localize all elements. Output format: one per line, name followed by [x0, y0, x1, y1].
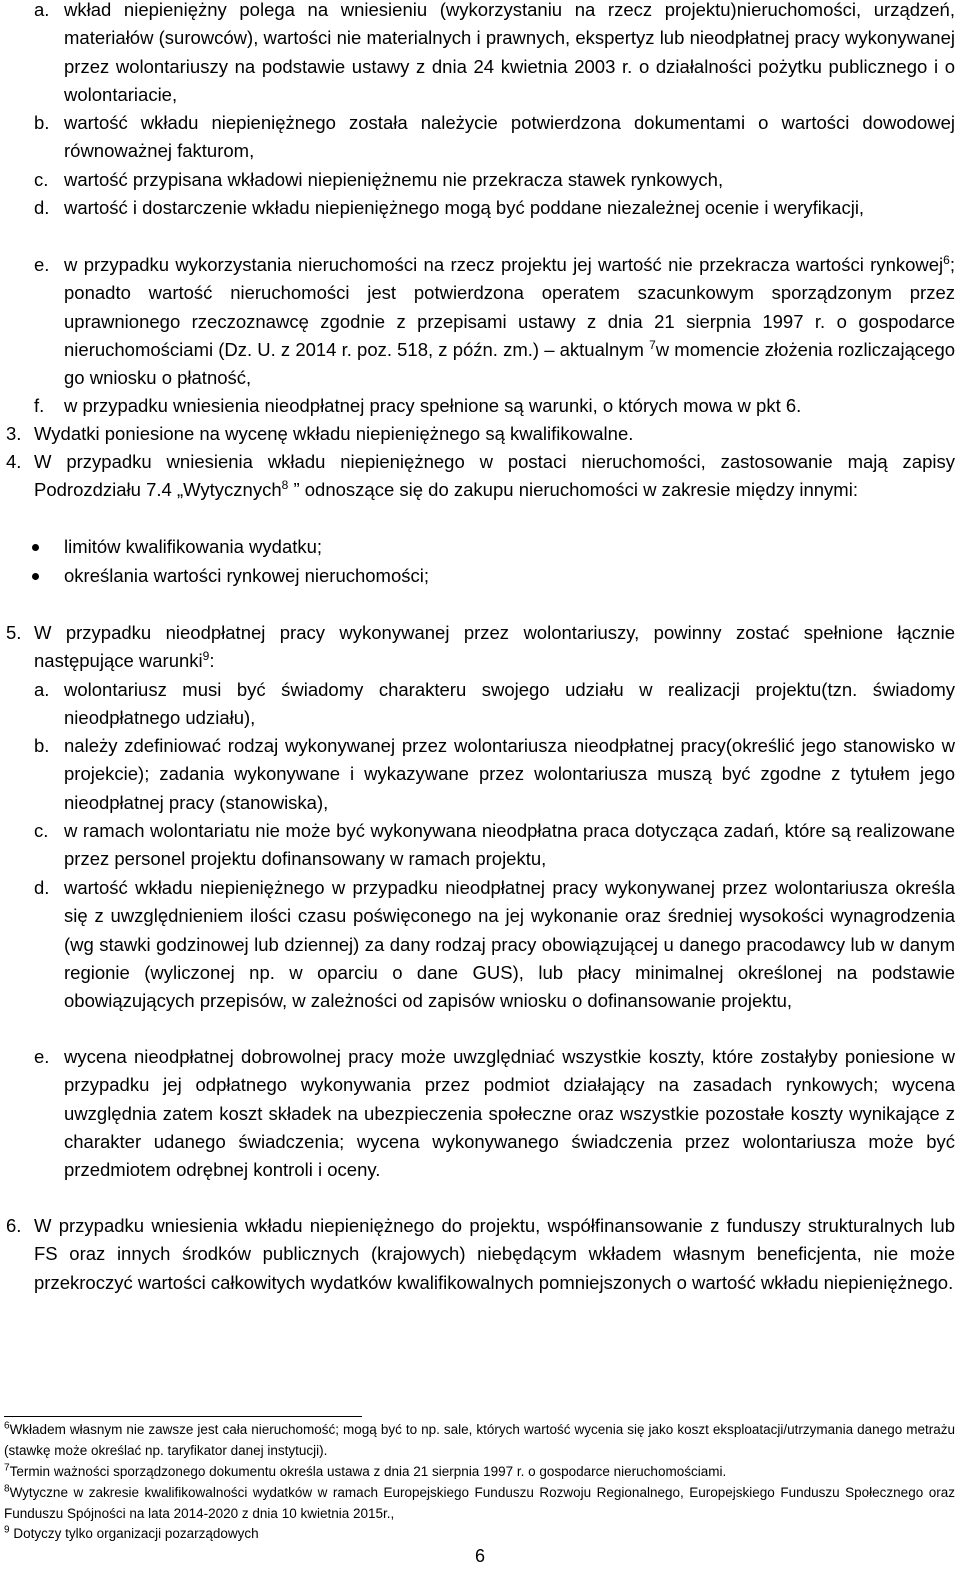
- list-item-3: [6, 420, 955, 448]
- bullet-item: [64, 562, 955, 590]
- list-marker: b.: [34, 112, 50, 133]
- list-marker: f.: [34, 395, 45, 416]
- text-segment: ; ponadto wartość nieruchomości jest potwierdzona operatem szacunkowym sporządzonym przez uprawnionego rzeczoznawcę zgodnie z przepisami ustawy z dnia 21 sierpnia 1997 r. o gospodarce nieruchomościami (Dz. U. z 2014 r. poz. 518, z późn. zm.) – aktualnym: [64, 254, 955, 360]
- footnote-text: Dotyczy tylko organizacji pozarządowych: [9, 1526, 259, 1541]
- list-item-text: wycena nieodpłatnej dobrowolnej pracy może uwzględniać wszystkie koszty, które zostałyby poniesione w przypadku jej odpłatnego wykonywania przez podmiot działający na zasadach rynkowych; wycena uwzględnia zatem koszt składek na ubezpieczenia społeczne oraz wszystkie pozostałe koszty wynikające z charakter udanego świadczenia; wycena wykonywanego świadczenia przez wolontariusza może być przedmiotem odrębnej kontroli i oceny.: [64, 1046, 955, 1181]
- bullet-icon: [32, 544, 39, 551]
- list-marker: a.: [34, 0, 50, 20]
- list-item-text: wartość wkładu niepieniężnego w przypadku nieodpłatnej pracy wykonywanej przez wolontariusza określa się z uwzględnieniem ilości czasu poświęconego na jej wykonanie oraz średniej wysokości wynagrodzenia (wg stawki godzinowej lub dziennej) za dany rodzaj pracy obowiązującej u danego pracodawcy lub w danym regionie (wyliczonej np. w oparciu o dane GUS), lub płacy minimalnej określonej na podstawie obowiązujących przepisów, w zależności od zapisów wniosku o dofinansowanie projektu,: [64, 877, 955, 1012]
- footnote-ref-6: 6: [943, 252, 950, 267]
- list-marker: 4.: [6, 451, 22, 472]
- text-segment: W przypadku nieodpłatnej pracy wykonywanej przez wolontariuszy, powinny zostać spełnione łącznie następujące warunki: [34, 622, 955, 672]
- list-marker: c.: [34, 169, 49, 190]
- footnote-text: Wytyczne w zakresie kwalifikowalności wydatków w ramach Europejskiego Funduszu Rozwoju Regionalnego, Europejskiego Funduszu Społecznego oraz Funduszu Spójności na lata 2014-2020 z dnia 10 kwietnia 2015r.,: [4, 1485, 955, 1521]
- list-item-text: w ramach wolontariatu nie może być wykonywana nieodpłatna praca dotycząca zadań, które są realizowane przez personel projektu dofinansowany w ramach projektu,: [64, 820, 955, 870]
- page-number: 6: [474, 1546, 485, 1566]
- list-item-text: wolontariusz musi być świadomy charakteru swojego udziału w realizacji projektu(tzn. świadomy nieodpłatnego udziału),: [64, 679, 955, 729]
- footnote-number: 7: [4, 1462, 10, 1474]
- footnote-ref-9: 9: [202, 649, 210, 664]
- text-segment: w momencie złożenia rozliczającego go wniosku o płatność,: [64, 338, 956, 389]
- footnote-number: 6: [4, 1420, 10, 1432]
- list-item-d: [34, 874, 955, 1015]
- list-item-c: [34, 817, 955, 874]
- list-item-f: [34, 392, 955, 420]
- footnote-ref-7: 7: [649, 337, 656, 352]
- text-segment: ” odnoszące się do zakupu nieruchomości w zakresie między innymi:: [288, 479, 858, 501]
- list-marker: e.: [34, 1046, 50, 1067]
- list-marker: 6.: [6, 1215, 22, 1236]
- footnote-number: 8: [4, 1483, 10, 1495]
- list-item-6: [6, 1212, 955, 1297]
- list-item-e: [34, 251, 956, 392]
- list-item-text: [64, 251, 955, 392]
- list-item-text: [34, 619, 955, 676]
- list-item-text: Wydatki poniesione na wycenę wkładu niepieniężnego są kwalifikowalne.: [34, 423, 634, 444]
- list-marker: d.: [34, 197, 50, 218]
- list-item-b: [34, 732, 955, 817]
- footnote-8: [4, 1483, 955, 1524]
- bullet-item: [64, 533, 955, 561]
- list-item-text: wartość i dostarczenie wkładu niepieniężnego mogą być poddane niezależnej ocenie i weryfikacji,: [64, 197, 865, 218]
- footnote-7: [4, 1462, 955, 1483]
- list-item-text: w przypadku wniesienia nieodpłatnej pracy spełnione są warunki, o których mowa w pkt 6.: [64, 395, 802, 416]
- list-marker: b.: [34, 735, 50, 756]
- footnote-number: 9: [4, 1524, 10, 1536]
- list-marker: d.: [34, 877, 50, 898]
- list-item-5: [6, 619, 955, 676]
- list-item-text: wkład niepieniężny polega na wniesieniu (wykorzystaniu na rzecz projektu)nieruchomości, urządzeń, materiałów (surowców), wartości nie materialnych i prawnych, ekspertyz lub nieodpłatnej pracy wykonywanej przez wolontariuszy na podstawie ustawy z dnia 24 kwietnia 2003 r. o działalności pożytku publicznego i o wolontariacie,: [64, 0, 955, 105]
- list-item-text: należy zdefiniować rodzaj wykonywanej przez wolontariusza nieodpłatnej pracy(określić jego stanowisko w projekcie); zadania wykonywane i wykazywane przez wolontariusza muszą być zgodne z tytułem jego nieodpłatnej pracy (stanowiska),: [64, 735, 955, 813]
- text-segment: :: [209, 650, 215, 672]
- list-marker: 5.: [6, 622, 22, 643]
- text-segment: w przypadku wykorzystania nieruchomości na rzecz projektu jej wartość nie przekracza wartości rynkowej: [64, 254, 944, 275]
- list-marker: 3.: [6, 423, 22, 444]
- list-item-text: W przypadku wniesienia wkładu niepieniężnego do projektu, współfinansowanie z funduszy strukturalnych lub FS oraz innych środków publicznych (krajowych) niebędącym wkładem własnym beneficjenta, nie może przekroczyć wartości całkowitych wydatków kwalifikowalnych pomniejszonych o wartość wkładu niepieniężnego.: [34, 1215, 955, 1293]
- text-segment: W przypadku wniesienia wkładu niepieniężnego w postaci nieruchomości, zastosowanie mają zapisy Podrozdziału 7.4 „Wytycznych: [34, 451, 955, 501]
- list-marker: a.: [34, 679, 50, 700]
- list-item-b: [34, 109, 955, 166]
- footnote-text: Termin ważności sporządzonego dokumentu określa ustawa z dnia 21 sierpnia 1997 r. o gospodarce nieruchomościami.: [9, 1464, 727, 1479]
- list-item-a: [34, 0, 955, 109]
- list-item-e: [34, 1043, 955, 1184]
- footnote-9: [4, 1524, 955, 1545]
- footnote-divider: [4, 1416, 362, 1417]
- bullet-icon: [32, 573, 39, 580]
- list-item-text: wartość wkładu niepieniężnego została należycie potwierdzona dokumentami o wartości dowodowej równoważnej fakturom,: [64, 112, 955, 162]
- list-item-text: wartość przypisana wkładowi niepieniężnemu nie przekracza stawek rynkowych,: [64, 169, 724, 190]
- list-item-4: [6, 448, 955, 505]
- footnote-6: [4, 1420, 955, 1461]
- list-item-text: [34, 448, 955, 505]
- list-marker: e.: [34, 254, 50, 275]
- list-item-c: [34, 166, 955, 194]
- list-item-a: [34, 676, 955, 733]
- footnote-text: Wkładem własnym nie zawsze jest cała nieruchomość; mogą być to np. sale, których wartość wycenia się jako koszt eksploatacji/utrzymania danego metrażu (stawkę może określać np. taryfikator danej instytucji).: [4, 1422, 955, 1458]
- footnote-ref-8: 8: [281, 478, 289, 493]
- list-item-text: określania wartości rynkowej nieruchomości;: [64, 565, 430, 586]
- list-item-text: limitów kwalifikowania wydatku;: [64, 536, 323, 557]
- list-marker: c.: [34, 820, 49, 841]
- list-item-d: [34, 194, 955, 222]
